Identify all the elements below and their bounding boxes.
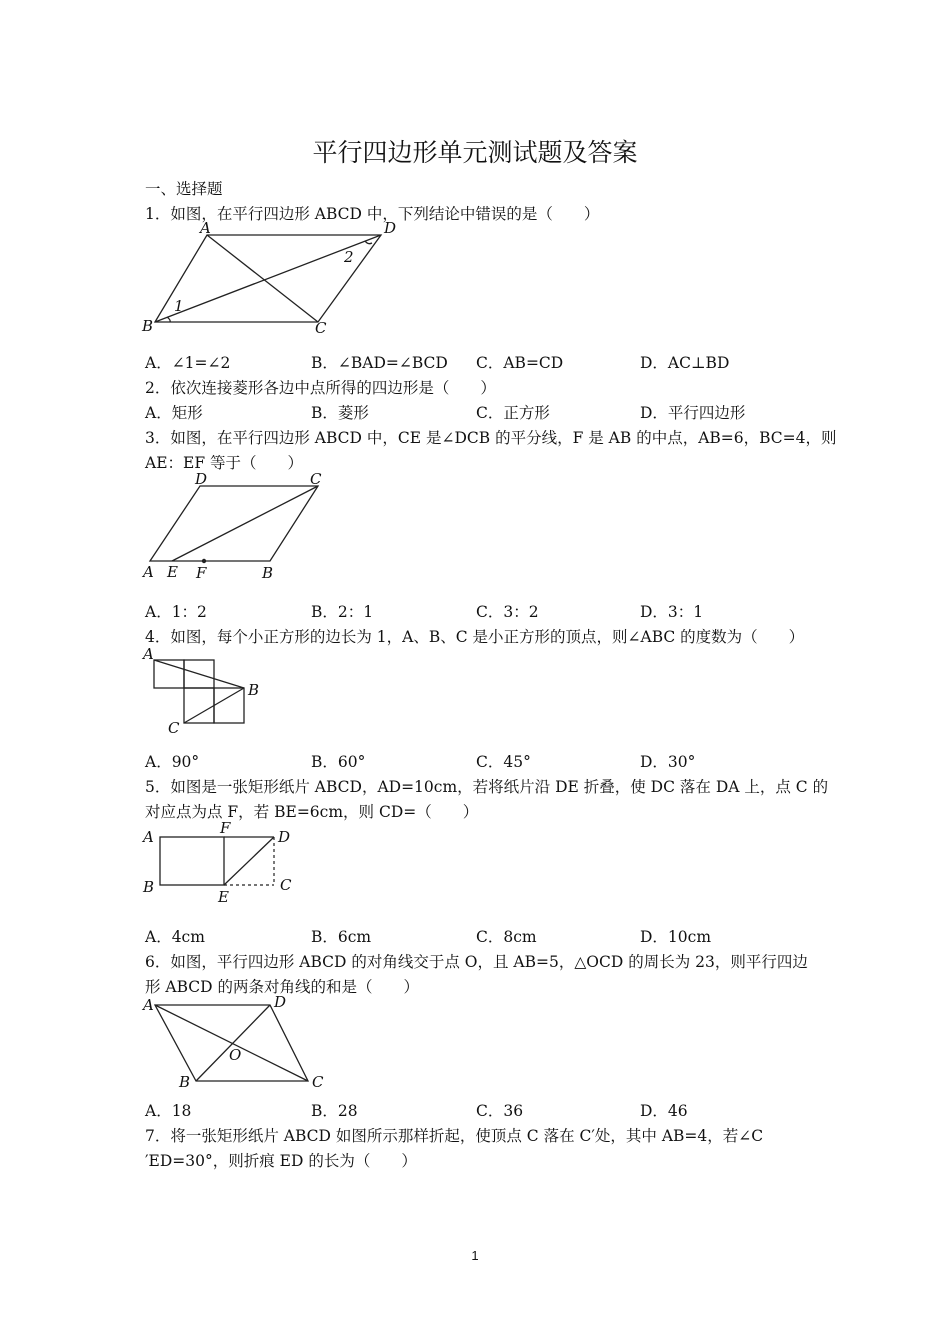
question-4-option-a[interactable]: A．90° [145,753,200,771]
label-a: A [143,645,154,663]
question-3-stem-line-2: AE：EF 等于（ ） [145,454,304,472]
question-3-option-c[interactable]: C．3：2 [476,603,539,621]
question-5-figure [140,818,310,916]
question-2-option-d[interactable]: D．平行四边形 [640,404,746,422]
label-b: B [143,878,155,896]
question-4-figure [140,642,280,744]
page-title: 平行四边形单元测试题及答案 [312,138,638,167]
question-1-figure [140,220,400,344]
question-5-stem-line-1: 5．如图是一张矩形纸片 ABCD，AD=10cm，若将纸片沿 DE 折叠，使 DC 落在 DA 上，点 C 的 [145,778,829,796]
label-c: C [315,319,327,337]
question-5-option-c[interactable]: C．8cm [476,928,537,946]
label-e: E [218,888,229,906]
question-3-option-a[interactable]: A．1：2 [145,603,207,621]
question-4-option-c[interactable]: C．45° [476,753,531,771]
question-6-option-b[interactable]: B．28 [311,1102,358,1120]
question-4-option-b[interactable]: B．60° [311,753,366,771]
label-d: D [384,220,397,237]
question-1-stem: 1．如图，在平行四边形 ABCD 中，下列结论中错误的是（ ） [145,205,600,223]
label-b: B [248,681,260,699]
question-2-option-c[interactable]: C．正方形 [476,404,550,422]
label-c: C [310,470,322,488]
question-6-option-d[interactable]: D．46 [640,1102,688,1120]
question-7-stem-line-1: 7．将一张矩形纸片 ABCD 如图所示那样折起，使顶点 C 落在 C′处，其中 AB=4，若∠C [145,1127,764,1145]
question-6-stem-line-2: 形 ABCD 的两条对角线的和是（ ） [145,978,420,996]
question-6-option-c[interactable]: C．36 [476,1102,524,1120]
question-3-stem-line-1: 3．如图，在平行四边形 ABCD 中，CE 是∠DCB 的平分线，F 是 AB 的中点，AB=6，BC=4，则 [145,429,837,447]
question-2-stem: 2．依次连接菱形各边中点所得的四边形是（ ） [145,379,496,397]
question-4-option-d[interactable]: D．30° [640,753,696,771]
question-3-figure [140,468,340,588]
question-3-option-d[interactable]: D．3：1 [640,603,704,621]
section-heading: 一、选择题 [145,180,223,198]
question-6-figure [140,993,340,1097]
question-4-stem: 4．如图，每个小正方形的边长为 1，A、B、C 是小正方形的顶点，则∠ABC 的度数为（ ） [145,628,805,646]
question-5-option-a[interactable]: A．4cm [145,928,205,946]
question-2-option-b[interactable]: B．菱形 [311,404,369,422]
label-f: F [196,564,207,582]
label-a: A [200,220,211,237]
angle-label-2: 2 [344,248,354,266]
question-2-option-a[interactable]: A．矩形 [145,404,203,422]
label-c: C [280,876,292,894]
label-d: D [195,470,208,488]
question-6-stem-line-1: 6．如图，平行四边形 ABCD 的对角线交于点 O，且 AB=5，△OCD 的周长为 23，则平行四边 [145,953,808,971]
label-b: B [142,317,154,335]
label-b: B [179,1073,191,1091]
label-b: B [262,564,274,582]
question-5-stem-line-2: 对应点为点 F，若 BE=6cm，则 CD=（ ） [145,803,479,821]
label-a: A [143,996,154,1014]
label-a: A [143,828,154,846]
question-5-option-d[interactable]: D．10cm [640,928,712,946]
label-d: D [278,828,291,846]
question-1-option-b[interactable]: B．∠BAD=∠BCD [311,354,448,372]
label-a: A [143,563,154,581]
label-d: D [274,993,287,1011]
question-1-option-a[interactable]: A．∠1=∠2 [145,354,231,372]
question-7-stem-line-2: ′ED=30°，则折痕 ED 的长为（ ） [145,1152,417,1170]
angle-label-1: 1 [174,297,184,315]
question-1-option-c[interactable]: C．AB=CD [476,354,564,372]
label-e: E [167,563,178,581]
question-1-option-d[interactable]: D．AC⊥BD [640,354,730,372]
question-5-option-b[interactable]: B．6cm [311,928,372,946]
label-o: O [229,1046,242,1064]
question-3-option-b[interactable]: B．2：1 [311,603,374,621]
label-f: F [220,819,231,837]
label-c: C [168,719,180,737]
question-6-option-a[interactable]: A．18 [145,1102,192,1120]
label-c: C [312,1073,324,1091]
page-number: 1 [471,1248,479,1263]
